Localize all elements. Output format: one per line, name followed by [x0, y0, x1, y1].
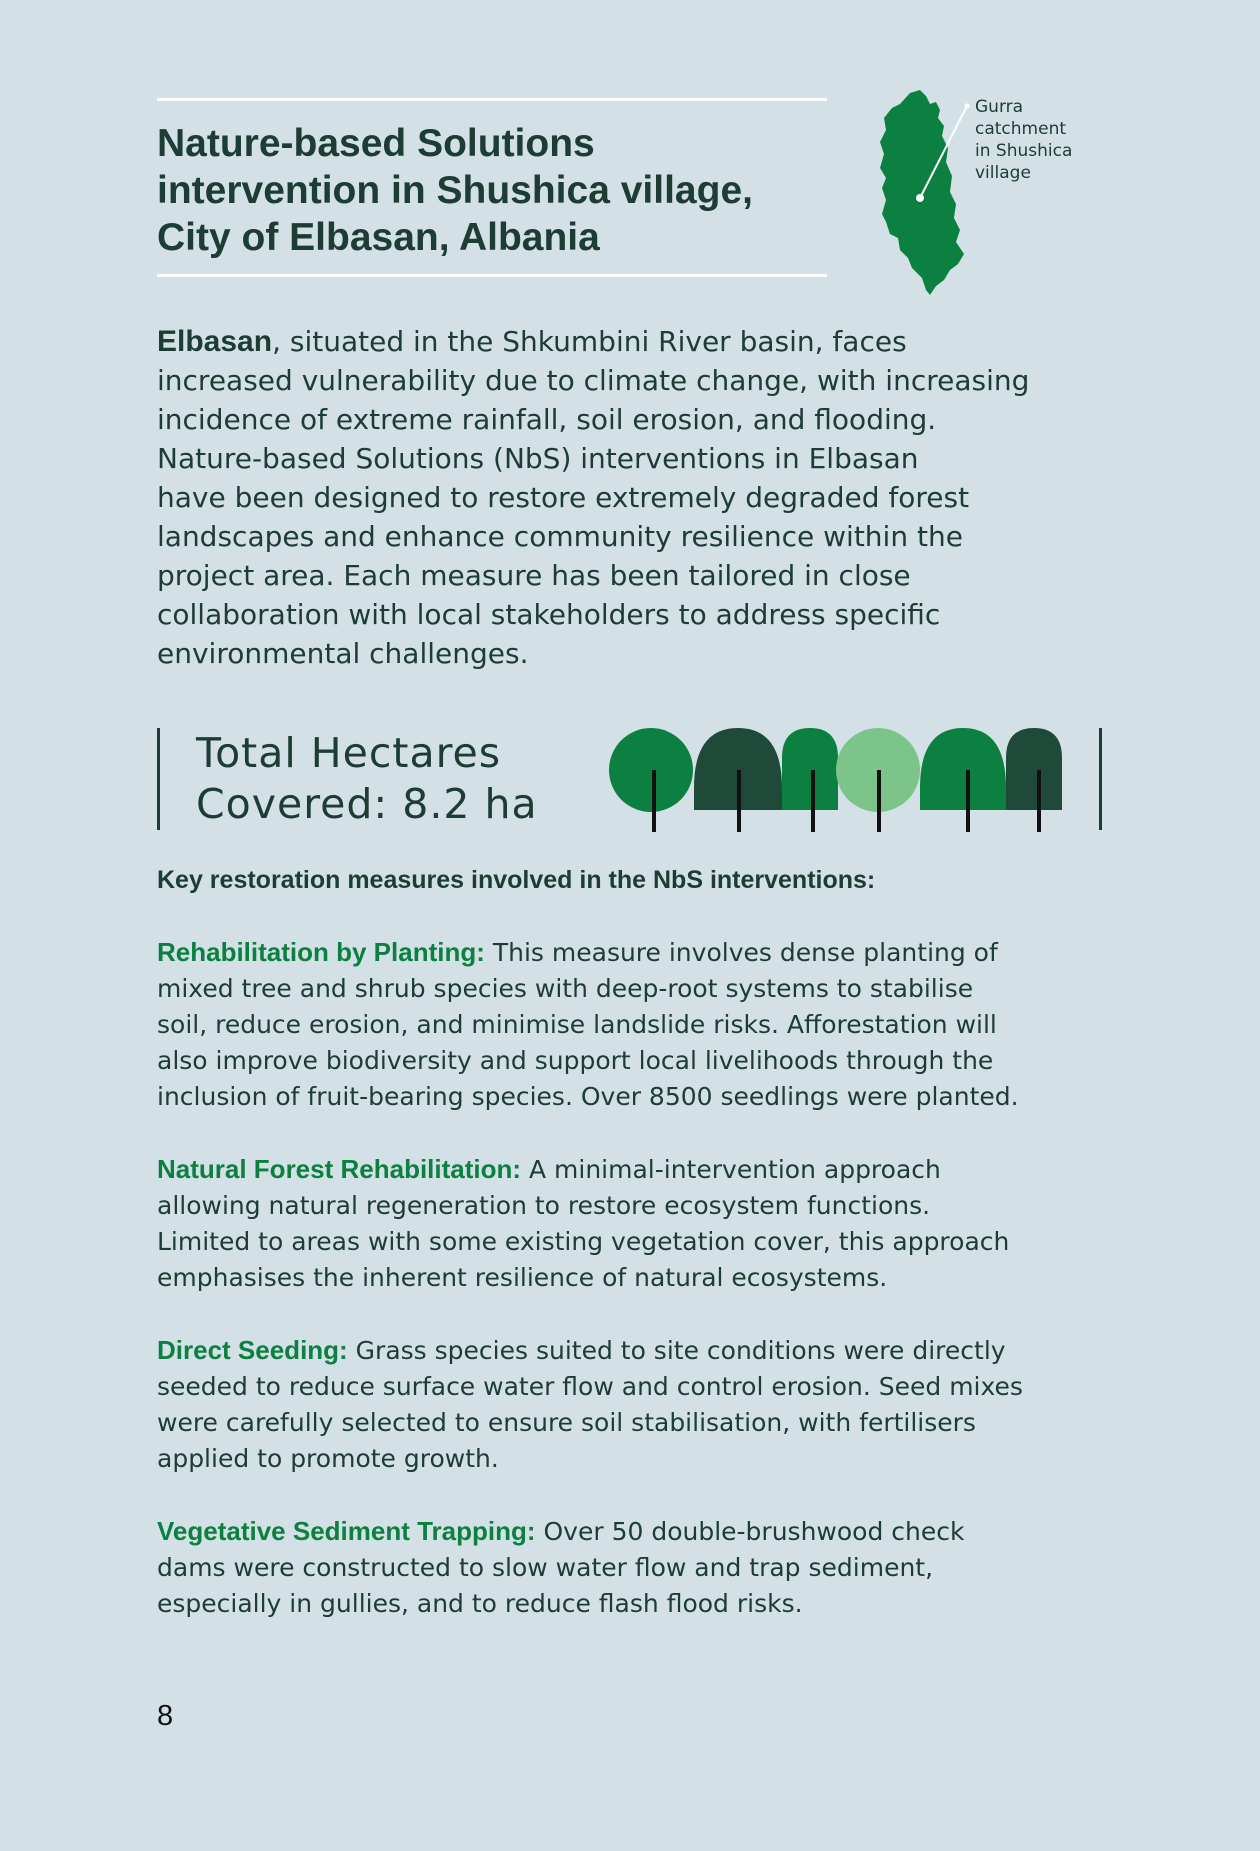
- measure-direct-seeding: [157, 1332, 1117, 1477]
- intro-line: landscapes and enhance community resilience within the: [157, 520, 963, 553]
- hectares-right-bar: [1099, 728, 1102, 830]
- measure-title: Direct Seeding:: [157, 1335, 348, 1365]
- measure-line-text: This measure involves dense planting of: [484, 938, 998, 967]
- measure-line: [157, 1513, 1117, 1550]
- intro-paragraph: [157, 322, 1117, 673]
- title-line: City of Elbasan, Albania: [157, 216, 600, 259]
- intro-line: incidence of extreme rainfall, soil erosion, and flooding.: [157, 403, 937, 436]
- measure-title: Rehabilitation by Planting:: [157, 937, 485, 967]
- title-bottom-rule: [157, 274, 827, 277]
- intro-bold-word: Elbasan: [157, 325, 273, 358]
- hectares-left-bar: [157, 728, 160, 830]
- measure-line-text: Grass species suited to site conditions were directly: [347, 1336, 1006, 1365]
- measure-line: dams were constructed to slow water flow and trap sediment,: [157, 1553, 934, 1582]
- measure-line-text: Over 50 double-brushwood check: [535, 1517, 965, 1546]
- tree-icon: [1006, 728, 1062, 810]
- measure-line: [157, 1151, 1117, 1188]
- measure-line: especially in gullies, and to reduce flash flood risks.: [157, 1589, 803, 1618]
- measure-line-text: A minimal-intervention approach: [521, 1155, 941, 1184]
- measure-vegetative-sediment-trapping: [157, 1513, 1117, 1622]
- hectares-line: Total Hectares: [196, 729, 502, 777]
- measure-natural-forest-rehabilitation: [157, 1151, 1117, 1296]
- title-line: Nature-based Solutions: [157, 122, 595, 165]
- measure-title: Natural Forest Rehabilitation:: [157, 1154, 522, 1184]
- measure-line: mixed tree and shrub species with deep-root systems to stabilise: [157, 974, 974, 1003]
- page-title: [157, 120, 857, 261]
- measure-line: applied to promote growth.: [157, 1444, 499, 1473]
- title-top-rule: [157, 98, 827, 101]
- map-label-line: catchment: [975, 119, 1067, 139]
- page-number: 8: [157, 1700, 174, 1732]
- intro-line: Nature-based Solutions (NbS) interventions in Elbasan: [157, 442, 919, 475]
- leader-end-dot: [965, 104, 970, 109]
- measure-line: Limited to areas with some existing vegetation cover, this approach: [157, 1227, 1010, 1256]
- measure-line: allowing natural regeneration to restore ecosystem functions.: [157, 1191, 931, 1220]
- measure-line: inclusion of fruit-bearing species. Over 8500 seedlings were planted.: [157, 1082, 1019, 1111]
- intro-line: [157, 322, 1117, 361]
- tree-icon: [609, 728, 693, 812]
- tree-icon: [920, 728, 1006, 810]
- tree-icon: [782, 728, 838, 810]
- measure-line: emphasises the inherent resilience of natural ecosystems.: [157, 1263, 888, 1292]
- intro-line: project area. Each measure has been tailored in close: [157, 559, 911, 592]
- hectares-line: Covered: 8.2 ha: [196, 780, 538, 828]
- albania-map-icon: [870, 90, 970, 295]
- intro-line: increased vulnerability due to climate change, with increasing: [157, 364, 1030, 397]
- total-hectares: [196, 728, 538, 830]
- intro-line: collaboration with local stakeholders to address specific: [157, 598, 941, 631]
- map-label: [975, 96, 1115, 184]
- measure-rehabilitation-by-planting: [157, 934, 1117, 1115]
- title-line: intervention in Shushica village,: [157, 169, 753, 212]
- measure-line: [157, 934, 1117, 971]
- measure-line: soil, reduce erosion, and minimise landslide risks. Afforestation will: [157, 1010, 997, 1039]
- intro-line-text: , situated in the Shkumbini River basin, faces: [272, 325, 907, 358]
- intro-line: environmental challenges.: [157, 637, 529, 670]
- trees-illustration: [600, 720, 1080, 835]
- map-label-line: village: [975, 163, 1031, 183]
- measure-line: were carefully selected to ensure soil stabilisation, with fertilisers: [157, 1408, 976, 1437]
- measure-line: seeded to reduce surface water flow and control erosion. Seed mixes: [157, 1372, 1023, 1401]
- intro-line: have been designed to restore extremely degraded forest: [157, 481, 970, 514]
- measure-line: [157, 1332, 1117, 1369]
- map-label-line: Gurra: [975, 97, 1024, 117]
- key-measures-heading: Key restoration measures involved in the NbS interventions:: [157, 866, 876, 894]
- map-label-line: in Shushica: [975, 141, 1073, 161]
- measure-title: Vegetative Sediment Trapping:: [157, 1516, 536, 1546]
- measure-line: also improve biodiversity and support local livelihoods through the: [157, 1046, 994, 1075]
